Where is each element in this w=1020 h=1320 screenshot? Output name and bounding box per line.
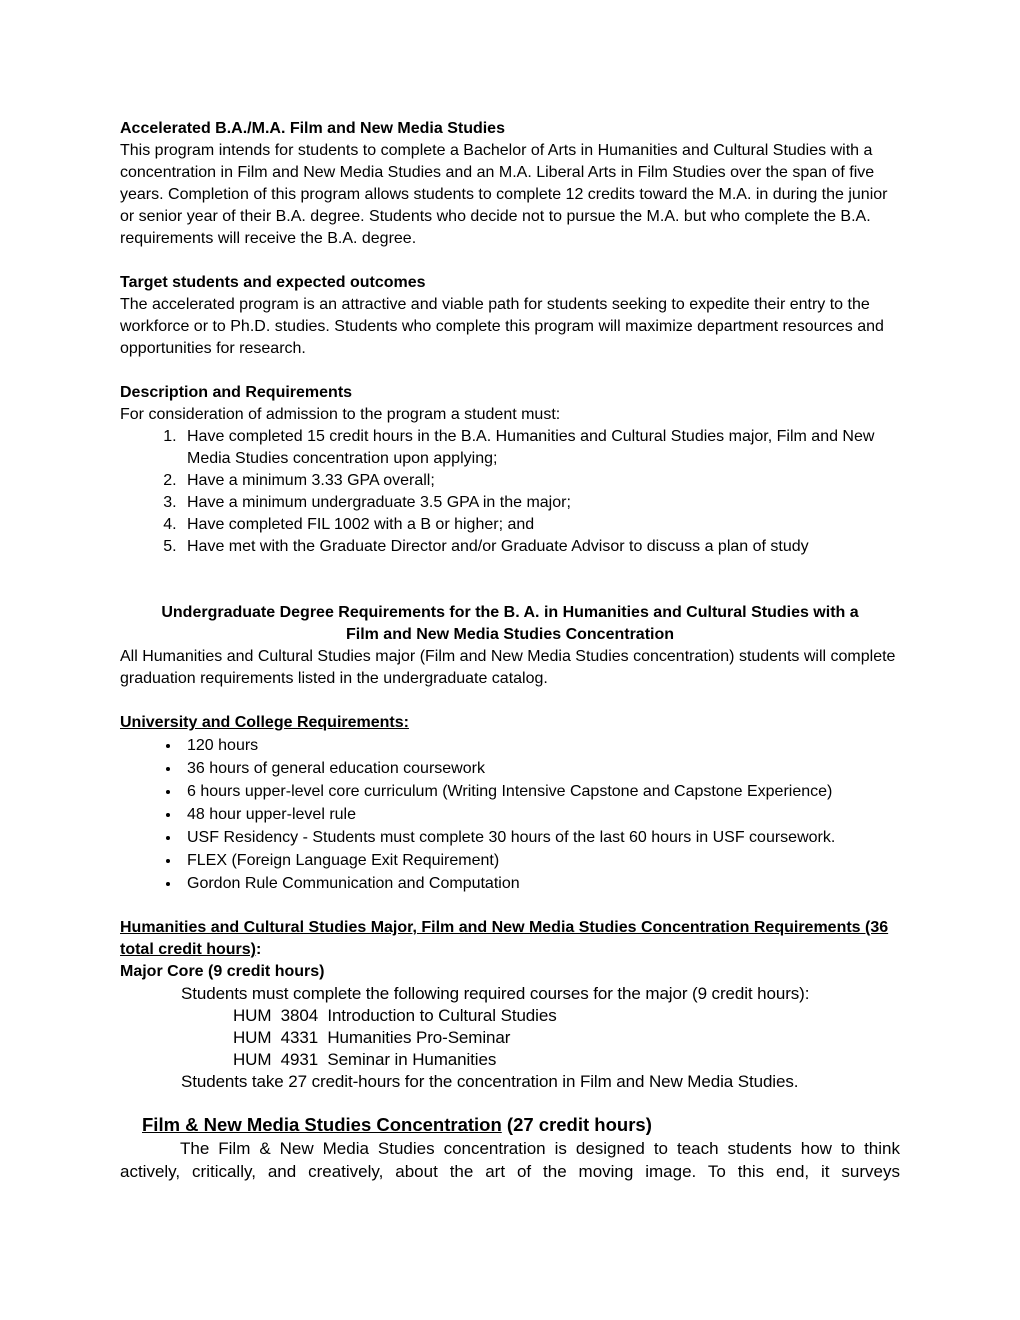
course-line: HUM 4331 Humanities Pro-Seminar: [233, 1028, 511, 1047]
intro-paragraph: This program intends for students to complete a Bachelor of Arts in Humanities and Cultural Studies with a concentration in Film and New Media Studies and an M.A. Liberal Arts in Film Studies over the span of five years. Completion of this program allows students to complete 12 credits toward the M.A. in during the junior or senior year of their B.A. degree. Students who decide not to pursue the M.A. but who complete the B.A. requirements will receive the B.A. degree.: [120, 142, 888, 247]
list-item: 2. Have a minimum 3.33 GPA overall;: [181, 470, 900, 492]
university-college-heading: University and College Requirements:: [120, 714, 409, 731]
major-requirements-heading-suffix: :: [256, 941, 262, 958]
list-item: • 6 hours upper-level core curriculum (Writing Intensive Capstone and Capstone Experience): [181, 780, 900, 803]
film-concentration-heading: [142, 1113, 900, 1137]
admission-requirements-list: [120, 426, 900, 558]
description-requirements-heading: Description and Requirements: [120, 384, 353, 401]
undergrad-degree-heading-line1: Undergraduate Degree Requirements for the B. A. in Humanities and Cultural Studies with a: [161, 604, 859, 621]
list-item: 3. Have a minimum undergraduate 3.5 GPA in the major;: [181, 492, 900, 514]
undergrad-degree-paragraph: All Humanities and Cultural Studies major (Film and New Media Studies concentration) students will complete graduation requirements listed in the undergraduate catalog.: [120, 648, 896, 687]
target-students-paragraph: The accelerated program is an attractive and viable path for students seeking to expedite their entry to the workforce or to Ph.D. studies. Students who complete this program will maximize department resources and opportunities for research.: [120, 296, 884, 357]
undergrad-degree-heading: [120, 602, 900, 646]
film-concentration-heading-underlined: Film & New Media Studies Concentration: [142, 1114, 502, 1135]
list-item: 4. Have completed FIL 1002 with a B or higher; and: [181, 514, 900, 536]
course-line: HUM 4931 Seminar in Humanities: [233, 1050, 497, 1069]
major-requirements-heading-underlined: Humanities and Cultural Studies Major, Film and New Media Studies Concentration Requirements (36 total credit hours): [120, 919, 889, 958]
list-item: • USF Residency - Students must complete 30 hours of the last 60 hours in USF coursework.: [181, 826, 900, 849]
concentration-note: Students take 27 credit-hours for the concentration in Film and New Media Studies.: [181, 1072, 799, 1091]
list-item: • 36 hours of general education coursework: [181, 757, 900, 780]
list-item: • FLEX (Foreign Language Exit Requirement): [181, 849, 900, 872]
list-item: 1. Have completed 15 credit hours in the B.A. Humanities and Cultural Studies major, Film and New Media Studies concentration upon applying;: [181, 426, 900, 470]
admission-intro: For consideration of admission to the program a student must:: [120, 406, 561, 423]
major-core-intro: Students must complete the following required courses for the major (9 credit hours):: [181, 984, 810, 1003]
list-item: • Gordon Rule Communication and Computation: [181, 872, 900, 895]
major-requirements-heading: [120, 917, 900, 961]
major-core-heading: Major Core (9 credit hours): [120, 963, 325, 980]
film-concentration-heading-suffix: (27 credit hours): [501, 1114, 652, 1135]
list-item: • 120 hours: [181, 734, 900, 757]
list-item: • 48 hour upper-level rule: [181, 803, 900, 826]
target-students-heading: Target students and expected outcomes: [120, 274, 426, 291]
undergrad-degree-heading-line2: Film and New Media Studies Concentration: [345, 626, 675, 643]
list-item: 5. Have met with the Graduate Director and/or Graduate Advisor to discuss a plan of study: [181, 536, 900, 558]
major-core-block: [120, 983, 900, 1093]
doc-title: Accelerated B.A./M.A. Film and New Media Studies: [120, 120, 505, 137]
film-concentration-paragraph: The Film & New Media Studies concentration is designed to teach students how to think actively, critically, and creatively, about the art of the moving image. To this end, it surveys: [120, 1139, 900, 1181]
course-line: HUM 3804 Introduction to Cultural Studies: [233, 1006, 557, 1025]
university-requirements-list: [120, 734, 900, 895]
